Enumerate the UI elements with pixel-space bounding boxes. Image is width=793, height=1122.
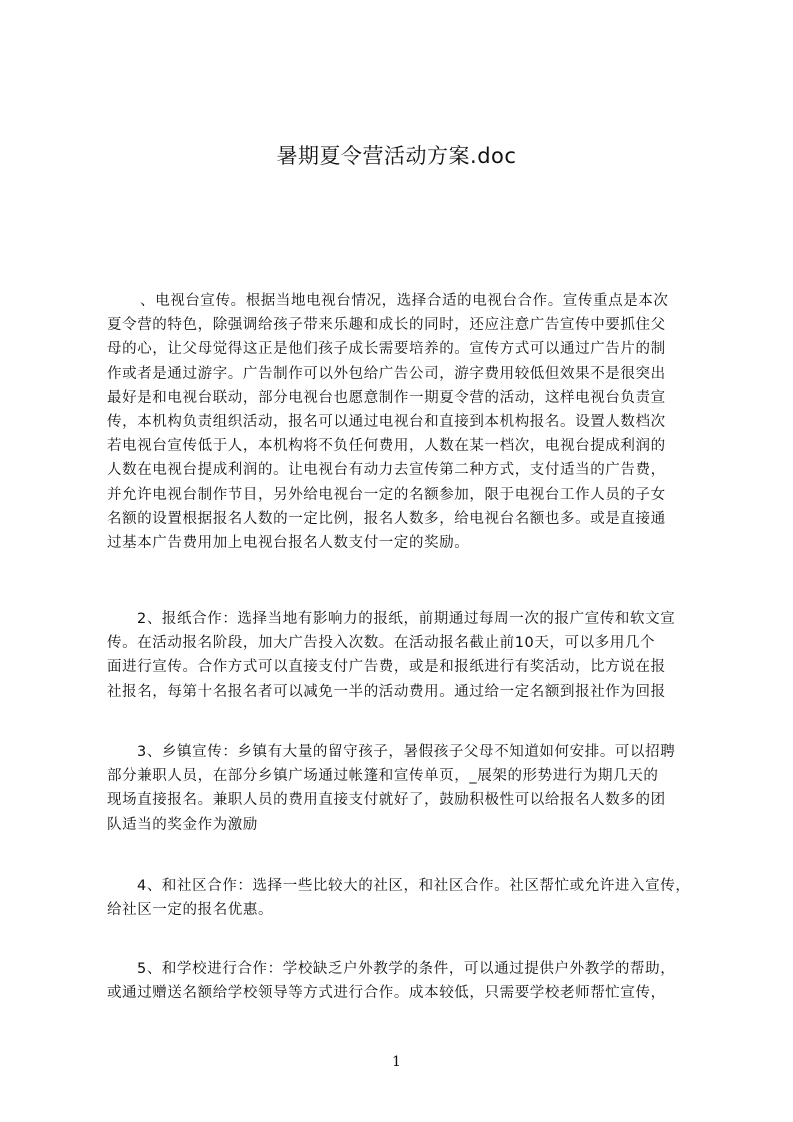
text-line: 夏令营的特色，除强调给孩子带来乐趣和成长的同时，还应注意广告宣传中要抓住父 <box>107 317 666 334</box>
paragraph-township-promotion <box>107 740 675 837</box>
page-number: 1 <box>392 1054 401 1070</box>
text-line: 最好是和电视台联动，部分电视台也愿意制作一期夏令营的活动，这样电视台负责宣 <box>107 389 666 406</box>
paragraph-newspaper-cooperation <box>107 607 675 704</box>
text-line: 并允许电视台制作节目，另外给电视台一定的名额参加，限于电视台工作人员的子女 <box>107 486 666 503</box>
paragraph-school-cooperation <box>107 957 675 1005</box>
text-line: 作或者是通过游字。广告制作可以外包给广告公司，游字费用较低但效果不是很突出 <box>107 365 666 382</box>
text-line: 传，本机构负责组织活动，报名可以通过电视台和直接到本机构报名。设置人数档次 <box>107 414 666 431</box>
text-line: 队适当的奖金作为激励 <box>107 816 258 833</box>
paragraph-tv-promotion <box>107 289 669 555</box>
text-line: 名额的设置根据报名人数的一定比例，报名人数多，给电视台名额也多。或是直接通 <box>107 510 666 527</box>
text-line: 母的心，让父母觉得这正是他们孩子成长需要培养的。宣传方式可以通过广告片的制 <box>107 341 666 358</box>
document-title: 暑期夏令营活动方案.doc <box>276 144 517 168</box>
text-line: 4、和社区合作：选择一些比较大的社区，和社区合作。社区帮忙或允许进入宣传， <box>137 878 691 894</box>
text-line: 人数在电视台提成利润的。让电视台有动力去宣传第二种方式，支付适当的广告费， <box>107 462 666 479</box>
text-line: 传。在活动报名阶段，加大广告投入次数。在活动报名截止前10天，可以多用几个 <box>107 635 656 652</box>
text-line: 部分兼职人员，在部分乡镇广场通过帐篷和宣传单页，_展架的形势进行为期几天的 <box>107 768 659 785</box>
text-line: 若电视台宣传低于人，本机构将不负任何费用，人数在某一档次，电视台提成利润的 <box>107 438 666 455</box>
text-line: 过基本广告费用加上电视台报名人数支付一定的奖励。 <box>107 535 470 552</box>
text-line: 2、报纸合作：选择当地有影响力的报纸，前期通过每周一次的报广宣传和软文宣 <box>137 611 676 627</box>
text-line: 给社区一定的报名优惠。 <box>107 902 274 919</box>
text-line: 面进行宣传。合作方式可以直接支付广告费，或是和报纸进行有奖活动，比方说在报 <box>107 659 666 676</box>
text-line: 、电视台宣传。根据当地电视台情况，选择合适的电视台合作。宣传重点是本次 <box>140 293 669 309</box>
text-line: 或通过赠送名额给学校领导等方式进行合作。成本较低，只需要学校老师帮忙宣传， <box>107 985 666 1002</box>
text-line: 5、和学校进行合作：学校缺乏户外教学的条件，可以通过提供户外教学的帮助， <box>137 961 676 977</box>
text-line: 社报名，每第十名报名者可以减免一半的活动费用。通过给一定名额到报社作为回报 <box>107 683 666 700</box>
text-line: 现场直接报名。兼职人员的费用直接支付就好了，鼓励积极性可以给报名人数多的团 <box>107 792 666 809</box>
text-line: 3、乡镇宣传：乡镇有大量的留守孩子，暑假孩子父母不知道如何安排。可以招聘 <box>137 744 676 760</box>
paragraph-community-cooperation <box>107 874 690 922</box>
